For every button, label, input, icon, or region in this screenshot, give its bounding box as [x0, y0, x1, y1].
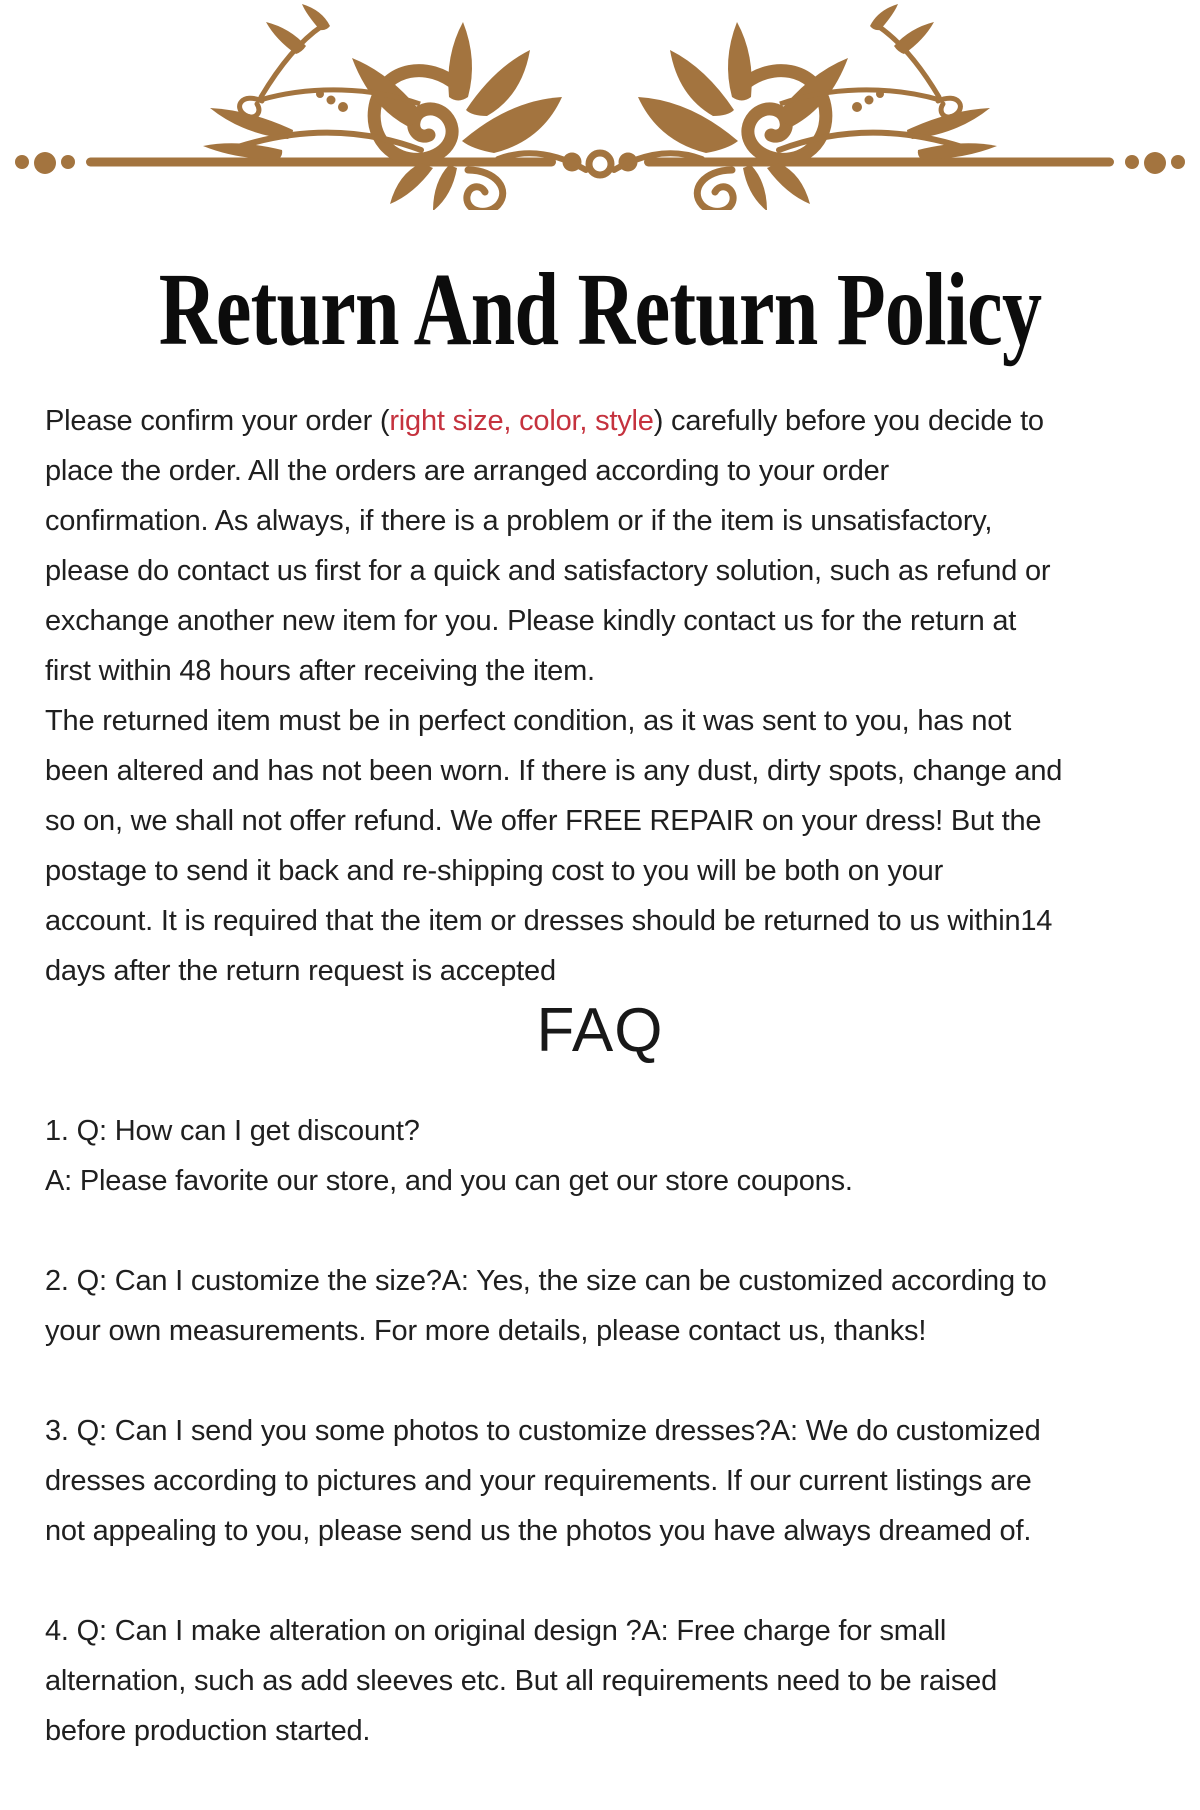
faq-item-4 [45, 1606, 1155, 1756]
policy-line: please do contact us first for a quick and satisfactory solution, such as refund or [45, 555, 1051, 587]
faq-heading: FAQ [536, 996, 664, 1065]
faq-line: alternation, such as add sleeves etc. But all requirements need to be raised [45, 1665, 998, 1697]
faq-item-2 [45, 1256, 1155, 1356]
faq-line: not appealing to you, please send us the photos you have always dreamed of. [45, 1515, 1032, 1547]
faq-item-1 [45, 1106, 1155, 1206]
policy-line: exchange another new item for you. Please kindly contact us for the return at [45, 605, 1017, 637]
policy-text [45, 396, 1155, 996]
faq-line: dresses according to pictures and your requirements. If our current listings are [45, 1465, 1032, 1497]
faq-line: 1. Q: How can I get discount? [45, 1115, 420, 1147]
policy-line: confirmation. As always, if there is a problem or if the item is unsatisfactory, [45, 505, 993, 537]
policy-highlight-red: right size, color, style [389, 405, 654, 437]
faq-list [45, 1106, 1155, 1756]
policy-line [45, 396, 1155, 446]
policy-line: first within 48 hours after receiving the item. [45, 655, 595, 687]
faq-item-3 [45, 1406, 1155, 1556]
policy-line: so on, we shall not offer refund. We offer FREE REPAIR on your dress! But the [45, 805, 1042, 837]
policy-line: account. It is required that the item or dresses should be returned to us within14 [45, 905, 1053, 937]
policy-line-post: ) carefully before you decide to [653, 405, 1044, 437]
policy-line: place the order. All the orders are arranged according to your order [45, 455, 890, 487]
faq-line: 4. Q: Can I make alteration on original design ?A: Free charge for small [45, 1615, 947, 1647]
page-title [0, 248, 1200, 372]
policy-line: days after the return request is accepted [45, 955, 556, 987]
faq-line: A: Please favorite our store, and you can get our store coupons. [45, 1165, 853, 1197]
floral-flourish-divider [0, 0, 1200, 210]
policy-line: been altered and has not been worn. If there is any dust, dirty spots, change and [45, 755, 1063, 787]
faq-line: 3. Q: Can I send you some photos to customize dresses?A: We do customized [45, 1415, 1041, 1447]
faq-line: before production started. [45, 1715, 371, 1747]
faq-line: your own measurements. For more details, please contact us, thanks! [45, 1315, 927, 1347]
policy-line: postage to send it back and re-shipping cost to you will be both on your [45, 855, 944, 887]
policy-line-pre: Please confirm your order ( [45, 405, 390, 437]
page-title-text: Return And Return Policy [158, 252, 1042, 367]
faq-line: 2. Q: Can I customize the size?A: Yes, the size can be customized according to [45, 1265, 1047, 1297]
policy-line: The returned item must be in perfect condition, as it was sent to you, has not [45, 705, 1012, 737]
